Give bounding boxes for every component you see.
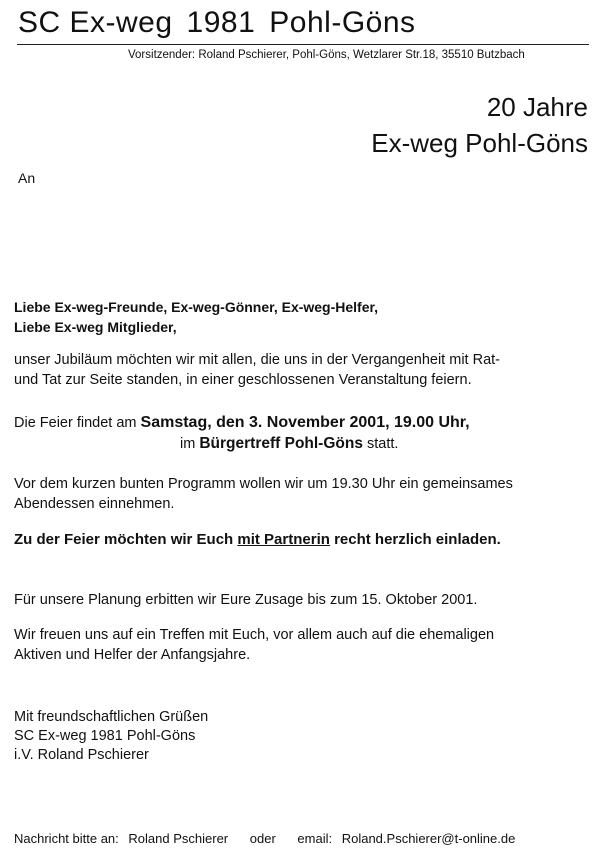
venue-name: Bürgertreff Pohl-Göns — [199, 435, 363, 452]
footer-email: Roland.Pschierer@t-online.de — [341, 831, 516, 846]
greeting-line-2: Liebe Ex-weg Mitglieder, — [14, 319, 177, 335]
closing-greeting: Mit freundschaftlichen Grüßen — [14, 709, 209, 725]
venue-prefix: im — [180, 436, 200, 452]
footer-or: oder — [249, 831, 276, 846]
intro-line-2: und Tat zur Seite standen, in einer geschlossenen Veranstaltung feiern. — [14, 372, 472, 388]
event-date: Samstag, den 3. November 2001, 19.00 Uhr, — [140, 414, 470, 431]
header-divider — [17, 44, 589, 45]
venue-line — [180, 434, 398, 454]
footer-email-label: email: — [297, 831, 333, 846]
invitation-line — [14, 530, 501, 550]
hope-line-2: Aktiven und Helfer der Anfangsjahre. — [14, 647, 251, 663]
club-place: Pohl-Göns — [269, 6, 416, 39]
footer-name: Roland Pschierer — [128, 831, 229, 846]
recipient-label: An — [18, 170, 36, 186]
intro-line-1: unser Jubiläum möchten wir mit allen, die uns in der Vergangenheit mit Rat- — [14, 352, 500, 368]
invitation-prefix: Zu der Feier möchten wir Euch — [14, 531, 238, 548]
club-name: SC Ex-weg — [18, 6, 173, 39]
club-year: 1981 — [186, 6, 256, 39]
invitation-partner: mit Partnerin — [237, 531, 330, 548]
closing-signatory: i.V. Roland Pschierer — [14, 747, 149, 763]
closing-club: SC Ex-weg 1981 Pohl-Göns — [14, 728, 196, 744]
hope-line-1: Wir freuen uns auf ein Treffen mit Euch, vor allem auch auf die ehemaligen — [14, 627, 495, 643]
chairman-address: Vorsitzender: Roland Pschierer, Pohl-Göns, Wetzlarer Str.18, 35510 Butzbach — [128, 49, 525, 61]
event-prefix: Die Feier findet am — [14, 415, 141, 431]
greeting-line-1: Liebe Ex-weg-Freunde, Ex-weg-Gönner, Ex-weg-Helfer, — [14, 299, 379, 315]
anniversary-line-1: 20 Jahre — [486, 92, 588, 122]
venue-suffix: statt. — [362, 436, 399, 452]
club-title — [18, 6, 416, 40]
event-line — [14, 413, 470, 433]
rsvp-line: Für unsere Planung erbitten wir Eure Zusage bis zum 15. Oktober 2001. — [14, 592, 478, 608]
anniversary-line-2: Ex-weg Pohl-Göns — [371, 128, 588, 158]
dinner-line-2: Abendessen einnehmen. — [14, 496, 175, 512]
dinner-line-1: Vor dem kurzen bunten Programm wollen wir um 19.30 Uhr ein gemeinsames — [14, 476, 513, 492]
invitation-suffix: recht herzlich einladen. — [329, 531, 501, 548]
footer-label: Nachricht bitte an: — [14, 831, 119, 846]
footer-contact — [14, 831, 521, 846]
